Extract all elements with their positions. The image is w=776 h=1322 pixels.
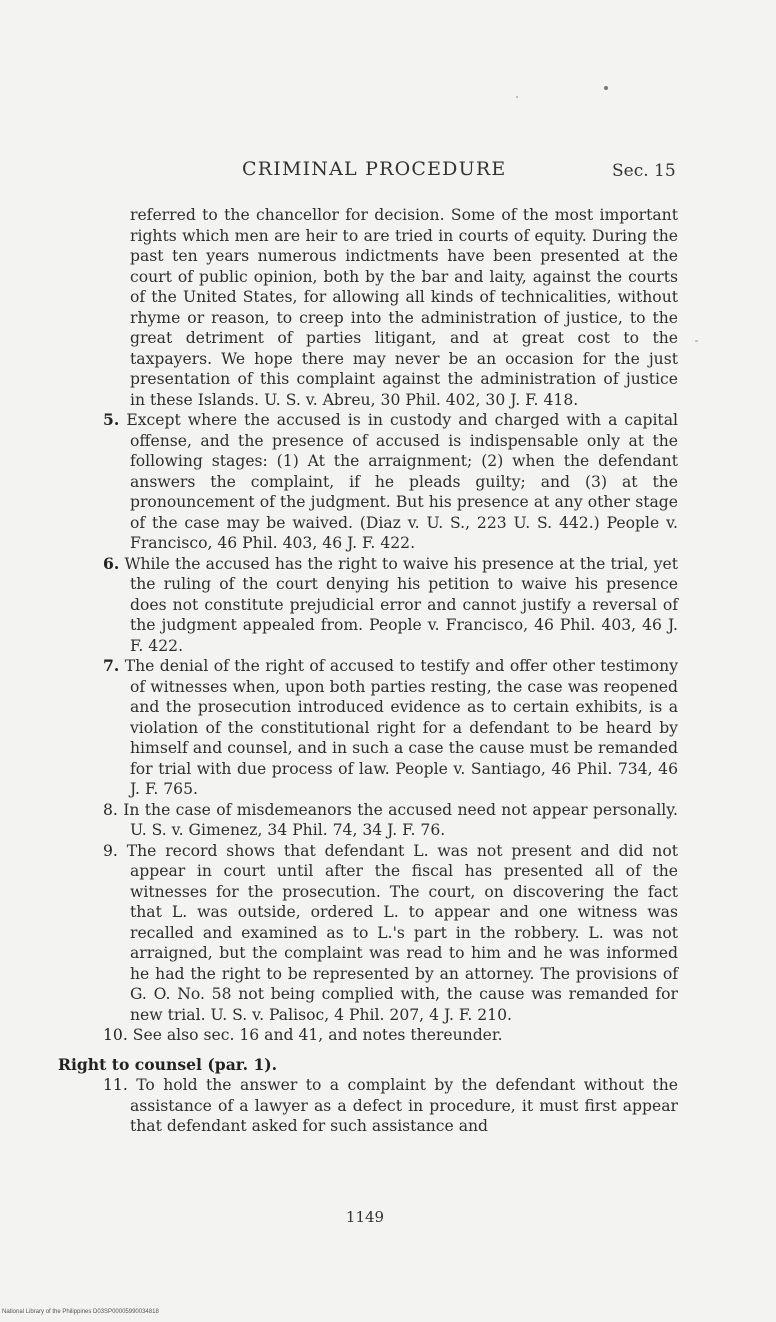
digitization-credit: National Library of the Philippines D03SP00005990034818 [2,1309,159,1315]
note-number: 8. [103,800,118,819]
annotation-5 [58,410,678,554]
annotations-body [58,205,678,1137]
note-text: Except where the accused is in custody and charged with a capital offense, and the presence of accused is indispensable only at the following stages: (1) At the arraignment; (2) when the defendant answers the complaint, if he pleads guilty; and (3) at the pronouncement of the judgment. But his presence at any other stage of the case may be waived. (Diaz v. U. S., 223 U. S. 442.) People v. Francisco, 46 Phil. 403, 46 J. F. 422. [126,411,678,552]
note-text: See also sec. 16 and 41, and notes thereunder. [132,1026,503,1044]
annotation-6 [58,554,678,657]
scan-speck [516,96,518,98]
section-reference: Sec. 15 [612,161,676,181]
annotation-8 [58,800,678,841]
continued-paragraph: referred to the chancellor for decision. Some of the most important rights which men are heir to are tried in courts of equity. During the past ten years numerous indictments have been presented at the court of public opinion, both by the bar and laity, against the courts of the United States, for allowing all kinds of technicalities, without rhyme or reason, to creep into the administration of justice, to the great detriment of parties litigant, and at great cost to the taxpayers. We hope there may never be an occasion for the just presentation of this complaint against the administration of justice in these Islands. U. S. v. Abreu, 30 Phil. 402, 30 J. F. 418. [130,206,678,409]
annotation-7 [58,656,678,800]
scan-speck [604,86,608,90]
section-subheading: Right to counsel (par. 1). [58,1054,278,1074]
note-number: 7. [103,656,120,675]
note-text: The denial of the right of accused to testify and offer other testimony of witnesses when, upon both parties resting, the case was reopened and the prosecution introduced evidence as to certain exhibits, is a violation of the constitutional right for a defendant to be heard by himself and counsel, and in such a case the cause must be remanded for trial with due process of law. People v. Santiago, 46 Phil. 734, 46 J. F. 765. [124,657,679,798]
note-number: 5. [103,410,120,429]
note-text: While the accused has the right to waive his presence at the trial, yet the ruling of the court denying his petition to waive his presence does not constitute prejudicial error and cannot justify a reversal of the judgment appealed from. People v. Francisco, 46 Phil. 403, 46 J. F. 422. [124,554,678,655]
note-text: To hold the answer to a complaint by the defendant without the assistance of a lawyer as a defect in procedure, it must first appear that defendant asked for such assistance and [130,1076,678,1135]
page-header [0,158,776,188]
note-number: 11. [103,1076,128,1094]
page-number: 1149 [345,1208,385,1226]
annotation-10 [58,1025,678,1046]
running-title: CRIMINAL PROCEDURE [242,158,507,180]
note-text: The record shows that defendant L. was not present and did not appear in court until after the fiscal has presented all of the witnesses for the prosecution. The court, on discovering the fact that L. was outside, ordered L. to appear and one witness was recalled and examined as to L.'s part in the robbery. L. was not arraigned, but the complaint was read to him and he was informed he had the right to be represented by an attorney. The provisions of G. O. No. 58 not being complied with, the cause was remanded for new trial. U. S. v. Palisoc, 4 Phil. 207, 4 J. F. 210. [126,841,678,1024]
annotation-9 [58,841,678,1026]
note-number: 6. [103,553,120,573]
scan-speck [695,340,698,342]
note-number: 9. [103,841,118,860]
note-number: 10. [103,1026,128,1044]
note-text: In the case of misdemeanors the accused need not appear personally. U. S. v. Gimenez, 34 Phil. 74, 34 J. F. 76. [123,800,678,839]
annotation-11 [58,1075,678,1137]
